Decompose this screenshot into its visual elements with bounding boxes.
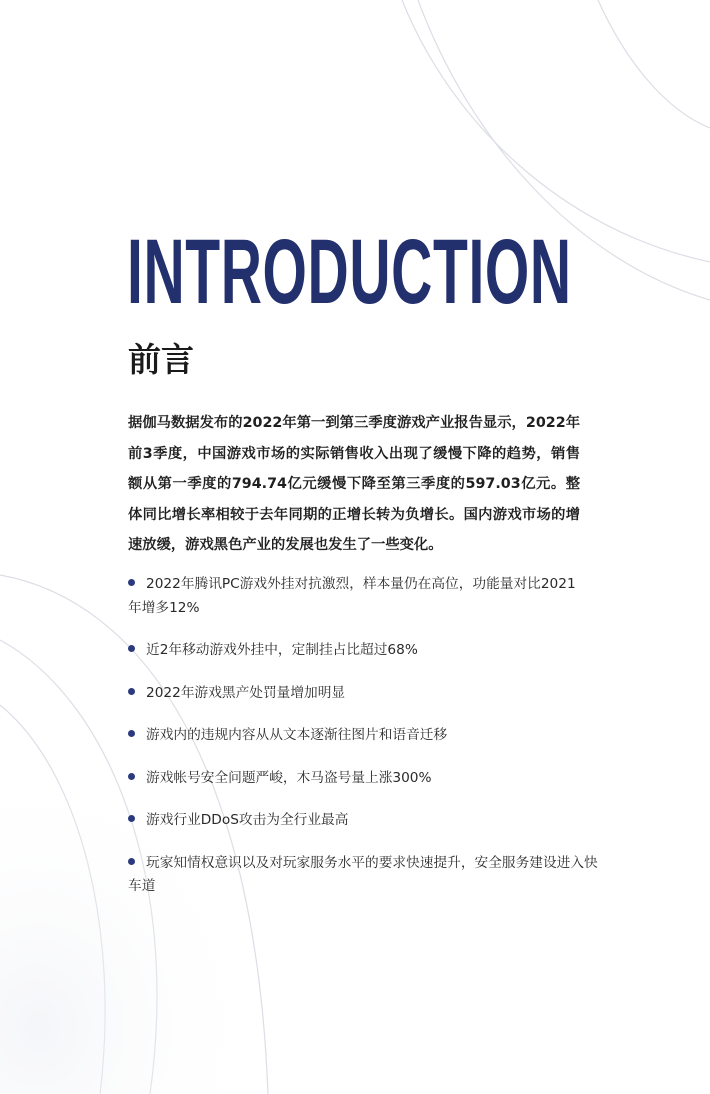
list-item-text: 玩家知情权意识以及对玩家服务水平的要求快速提升，安全服务建设进入快车道 xyxy=(128,854,598,894)
list-item xyxy=(128,767,580,791)
bullet-dot-icon xyxy=(128,645,135,652)
page-title-english: INTRODUCTION xyxy=(127,221,572,323)
list-item-text: 近2年移动游戏外挂中，定制挂占比超过68% xyxy=(146,642,418,658)
bullet-dot-icon xyxy=(128,858,135,865)
list-item xyxy=(113,852,598,899)
list-item xyxy=(128,682,580,706)
bullet-dot-icon xyxy=(128,688,135,695)
arc-top-right-3 xyxy=(598,0,710,128)
bullet-dot-icon xyxy=(128,730,135,737)
list-item-text: 2022年游戏黑产处罚量增加明显 xyxy=(146,684,346,701)
list-item-text: 2022年腾讯PC游戏外挂对抗激烈，样本量仍在高位，功能量对比2021年增多12% xyxy=(128,576,576,616)
list-item-text: 游戏行业DDoS攻击为全行业最高 xyxy=(146,812,349,828)
bullet-dot-icon xyxy=(128,815,135,822)
bullet-dot-icon xyxy=(128,773,135,780)
list-item xyxy=(128,639,580,663)
list-item-text: 游戏内的违规内容从从文本逐渐往图片和语音迁移 xyxy=(146,727,448,743)
list-item xyxy=(128,573,580,620)
list-item xyxy=(128,809,580,833)
list-item-text: 游戏帐号安全问题严峻，木马盗号量上涨300% xyxy=(146,769,432,786)
highlights-list xyxy=(128,573,598,918)
page-title-chinese: 前言 xyxy=(128,340,194,379)
bullet-dot-icon xyxy=(128,579,135,586)
intro-paragraph: 据伽马数据发布的2022年第一到第三季度游戏产业报告显示，2022年前3季度，中国游戏市场的实际销售收入出现了缓慢下降的趋势，销售额从第一季度的794.74亿元缓慢下降至第三季度的597.03亿元。整体同比增长率相较于去年同期的正增长转为负增长。国内游戏市场的增速放缓，游戏黑色产业的发展也发生了一些变化。 xyxy=(128,415,580,553)
list-item xyxy=(128,724,580,748)
